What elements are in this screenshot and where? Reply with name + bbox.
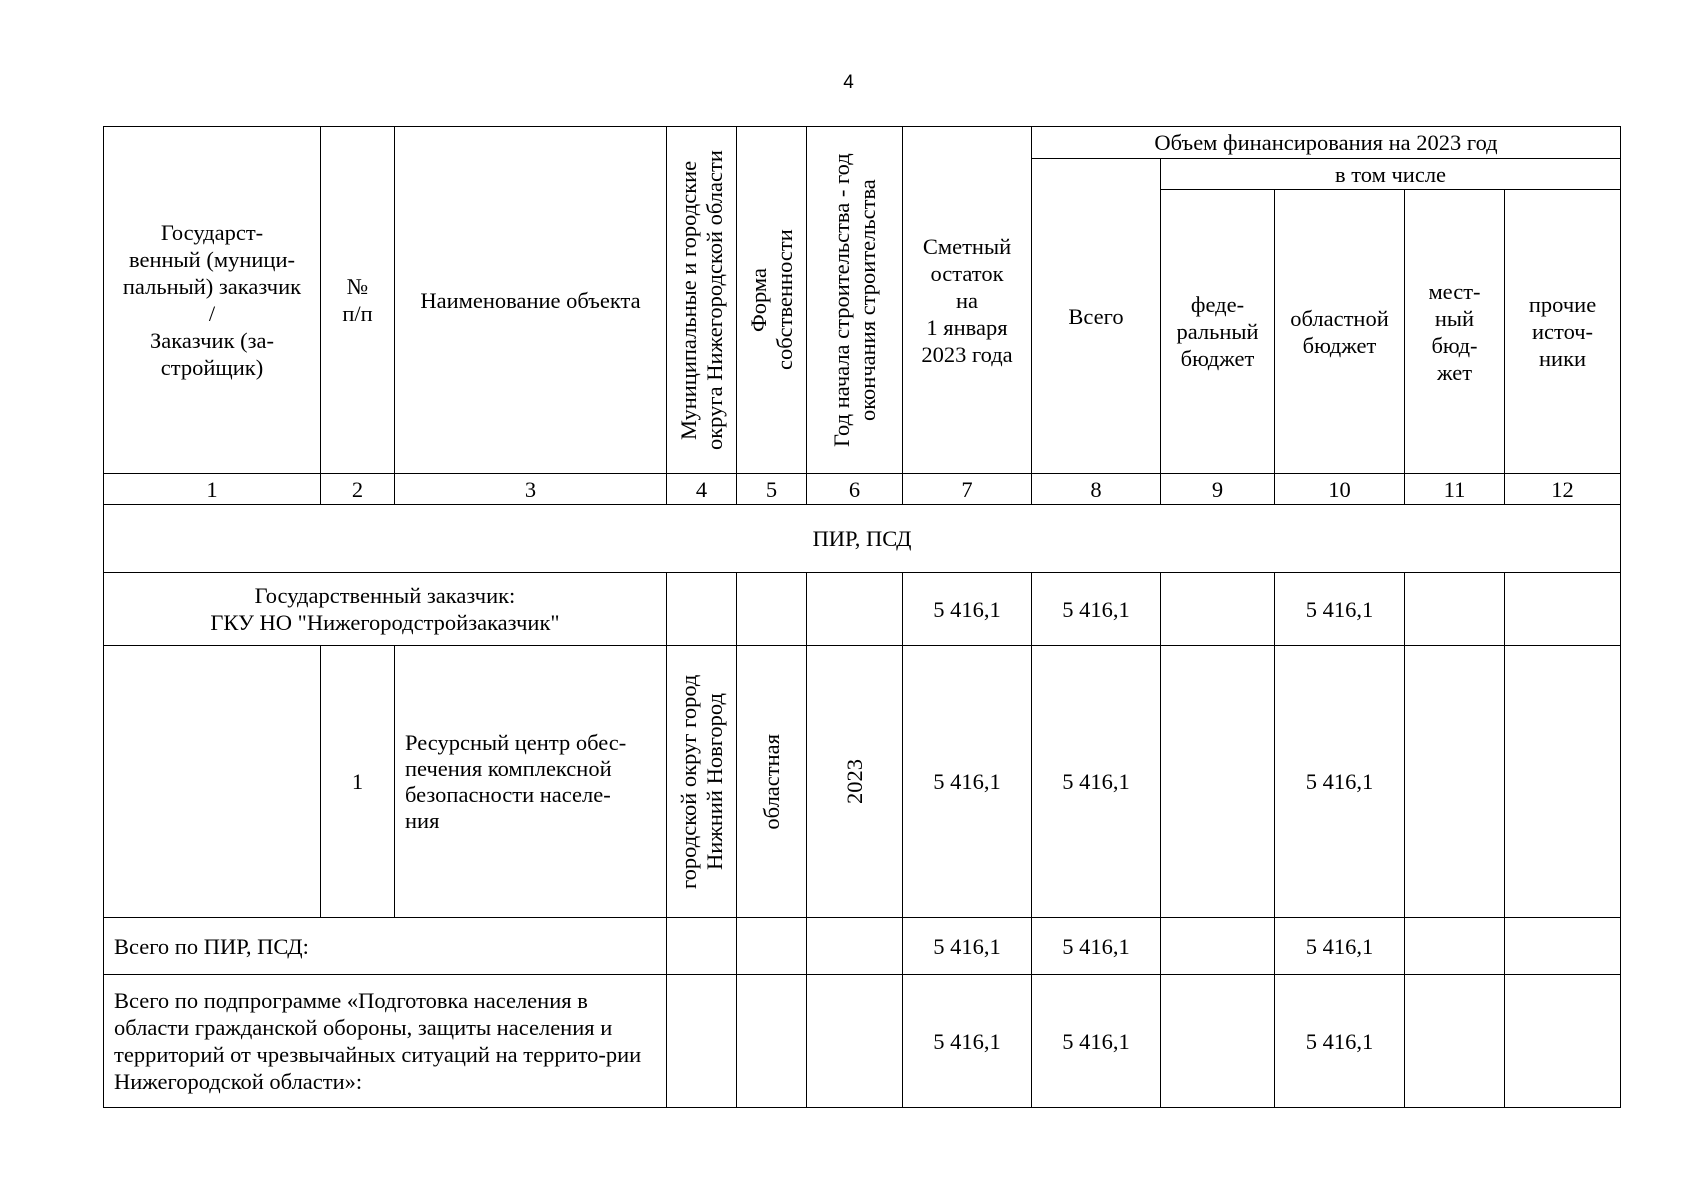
empty-cell: [807, 975, 903, 1108]
total-pir-row: [104, 918, 1621, 975]
column-number: 5: [737, 474, 807, 505]
header-local: мест- ный бюд- жет: [1405, 190, 1505, 474]
header-customer: Государст- венный (муници- пальный) заказчик / Заказчик (за- стройщик): [104, 127, 321, 474]
customer-label: Государственный заказчик: ГКУ НО "Нижегородстройзаказчик": [104, 573, 667, 646]
empty-cell: [1405, 918, 1505, 975]
empty-cell: [104, 646, 321, 918]
header-including: в том числе: [1161, 159, 1621, 190]
section-title: ПИР, ПСД: [104, 505, 1621, 573]
column-number: 10: [1275, 474, 1405, 505]
header-ownership: Форма собственности: [737, 127, 807, 474]
total-subprogram-label: Всего по подпрограмме «Подготовка населения в области гражданской обороны, защиты населения и территорий от чрезвычайных ситуаций на террито-рии Нижегородской области»:: [104, 975, 667, 1108]
section-row: [104, 505, 1621, 573]
object-years: 2023: [807, 646, 903, 918]
empty-cell: [1161, 918, 1275, 975]
empty-cell: [667, 975, 737, 1108]
empty-cell: [737, 975, 807, 1108]
column-number: 9: [1161, 474, 1275, 505]
empty-cell: [737, 918, 807, 975]
column-number: 2: [321, 474, 395, 505]
header-estimate: Сметный остаток на 1 января 2023 года: [903, 127, 1032, 474]
estimate-value: 5 416,1: [903, 975, 1032, 1108]
empty-cell: [1161, 646, 1275, 918]
empty-cell: [1161, 573, 1275, 646]
regional-value: 5 416,1: [1275, 975, 1405, 1108]
empty-cell: [1405, 975, 1505, 1108]
column-number: 12: [1505, 474, 1621, 505]
object-ownership: областная: [737, 646, 807, 918]
empty-cell: [807, 573, 903, 646]
header-regional: областной бюджет: [1275, 190, 1405, 474]
total-value: 5 416,1: [1032, 918, 1161, 975]
empty-cell: [1505, 573, 1621, 646]
header-total: Всего: [1032, 159, 1161, 474]
header-num: № п/п: [321, 127, 395, 474]
column-number: 1: [104, 474, 321, 505]
total-subprogram-row: [104, 975, 1621, 1108]
page-number: 4: [843, 72, 854, 93]
column-number: 3: [395, 474, 667, 505]
total-value: 5 416,1: [1032, 646, 1161, 918]
regional-value: 5 416,1: [1275, 646, 1405, 918]
empty-cell: [1505, 975, 1621, 1108]
empty-cell: [1161, 975, 1275, 1108]
header-years: Год начала строительства - год окончания строительства: [807, 127, 903, 474]
header-object-name: Наименование объекта: [395, 127, 667, 474]
empty-cell: [737, 573, 807, 646]
regional-value: 5 416,1: [1275, 918, 1405, 975]
header-row-1: [104, 127, 1621, 159]
empty-cell: [1405, 646, 1505, 918]
total-value: 5 416,1: [1032, 573, 1161, 646]
estimate-value: 5 416,1: [903, 918, 1032, 975]
empty-cell: [1505, 646, 1621, 918]
estimate-value: 5 416,1: [903, 646, 1032, 918]
financing-table: [103, 126, 1621, 1108]
estimate-value: 5 416,1: [903, 573, 1032, 646]
object-row: [104, 646, 1621, 918]
empty-cell: [807, 918, 903, 975]
empty-cell: [667, 573, 737, 646]
header-other: прочие источ- ники: [1505, 190, 1621, 474]
object-num: 1: [321, 646, 395, 918]
column-number: 4: [667, 474, 737, 505]
header-funding-group: Объем финансирования на 2023 год: [1032, 127, 1621, 159]
regional-value: 5 416,1: [1275, 573, 1405, 646]
column-numbers-row: [104, 474, 1621, 505]
column-number: 11: [1405, 474, 1505, 505]
empty-cell: [1505, 918, 1621, 975]
column-number: 7: [903, 474, 1032, 505]
column-number: 8: [1032, 474, 1161, 505]
object-municipality: городской округ город Нижний Новгород: [667, 646, 737, 918]
total-pir-label: Всего по ПИР, ПСД:: [104, 918, 667, 975]
header-federal: феде- ральный бюджет: [1161, 190, 1275, 474]
header-municipality: Муниципальные и городские округа Нижегородской области: [667, 127, 737, 474]
empty-cell: [1405, 573, 1505, 646]
column-number: 6: [807, 474, 903, 505]
object-name: Ресурсный центр обес- печения комплексной безопасности населе- ния: [395, 646, 667, 918]
empty-cell: [667, 918, 737, 975]
total-value: 5 416,1: [1032, 975, 1161, 1108]
customer-row: [104, 573, 1621, 646]
